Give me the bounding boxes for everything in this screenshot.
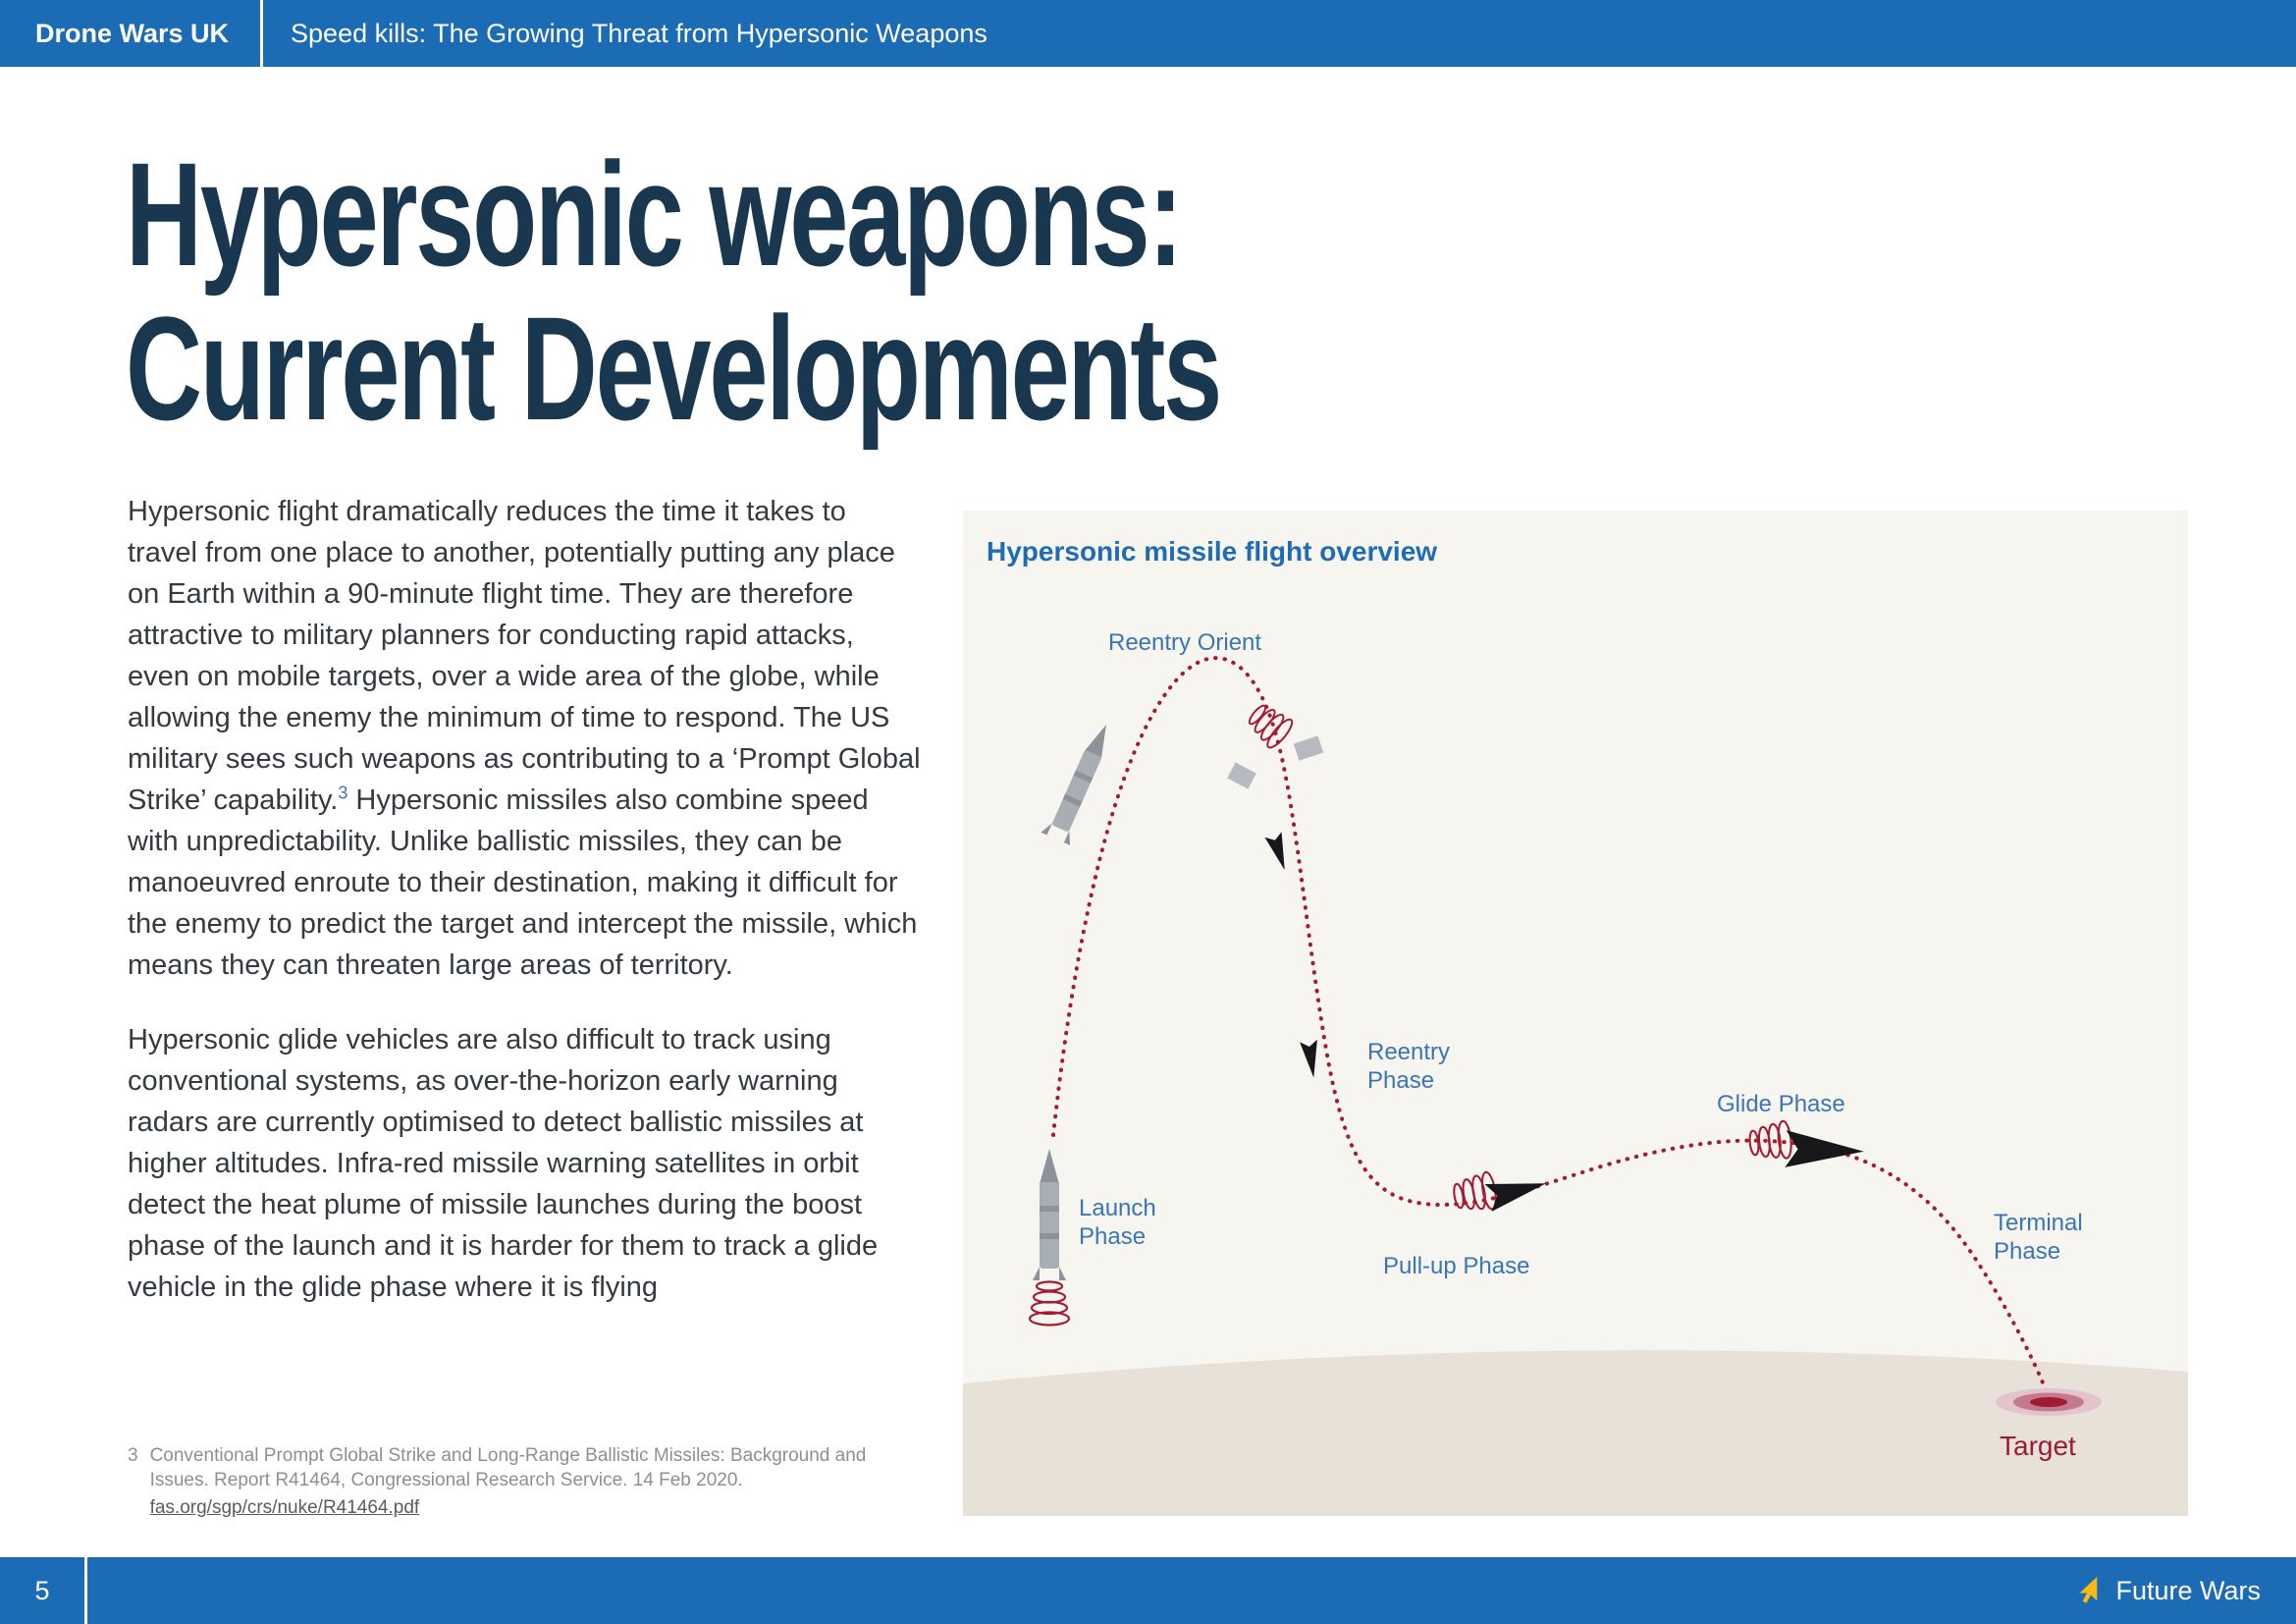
label-terminal-phase: Terminal Phase [1994,1210,2083,1265]
label-pull-up-phase: Pull-up Phase [1383,1253,1530,1279]
page-heading [126,132,1221,451]
fairing-debris-2 [1294,735,1323,760]
footer-brand-group [2076,1576,2296,1606]
page-number: 5 [34,1575,50,1605]
body-copy [128,491,923,1341]
diagram-title: Hypersonic missile flight overview [987,536,1438,567]
footer-brand: Future Wars [2115,1575,2261,1605]
footnote-reference: 3 [338,783,348,803]
footer-divider [84,1557,87,1624]
flight-diagram [963,511,2188,1516]
launch-missile-icon [1033,1149,1066,1280]
paragraph-1 [128,491,923,986]
glide-vehicle-icon-2 [1785,1130,1864,1170]
label-reentry-orient: Reentry Orient [1108,629,1262,656]
document-title: Speed kills: The Growing Threat from Hypersonic Weapons [291,18,988,48]
label-launch-phase: Launch Phase [1079,1195,1156,1250]
pull-up-coil [1451,1171,1498,1216]
target-marker [1996,1388,2102,1416]
cursor-icon [2076,1577,2102,1604]
reentry-vehicle-icon-1 [1264,832,1293,873]
footnote-text: Conventional Prompt Global Strike and Long-Range Ballistic Missiles: Background and Issues. Report R41464, Congressional Research Service. 14 Feb 2020. [149,1445,867,1490]
heading-line-1: Hypersonic weapons: [126,132,1182,297]
trajectory-path [1053,658,2047,1392]
site-brand: Drone Wars UK [35,18,230,48]
glide-vehicle-icon-1 [1485,1169,1550,1212]
flight-overview-panel [963,511,2188,1516]
label-target: Target [2000,1431,2076,1461]
ascending-missile-icon [1041,718,1120,844]
label-reentry-phase: Reentry Phase [1367,1039,1451,1094]
heading-line-2: Current Developments [126,286,1221,451]
reentry-orient-coil [1243,699,1295,751]
paragraph-1-continued: Hypersonic missiles also combine speed with unpredictability. Unlike ballistic missiles, they can be manoeuvred enroute to their destination, making it difficult for the enemy to predict the target and intercept the missile, which means they can threaten large areas of territory. [128,785,918,981]
label-glide-phase: Glide Phase [1717,1091,1845,1117]
paragraph-1-text: Hypersonic flight dramatically reduces the time it takes to travel from one place to another, potentially putting any place on Earth within a 90-minute flight time. They are therefore attractive to military planners for conducting rapid attacks, even on mobile targets, over a wide area of the globe, while allowing the enemy the minimum of time to respond. The US military sees such weapons as contributing to a ‘Prompt Global Strike’ capability. [128,496,921,816]
fairing-debris-1 [1227,762,1256,788]
footnote [128,1443,893,1520]
launch-plume-coil [1030,1282,1069,1326]
footnote-text-block [150,1443,893,1520]
footnote-number: 3 [128,1445,138,1466]
paragraph-2: Hypersonic glide vehicles are also difficult to track using conventional systems, as over-the-horizon early warning radars are currently optimised to detect ballistic missiles at higher altitudes. Infra-red missile warning satellites in orbit detect the heat plume of missile launches during the boost phase of the launch and it is harder for them to track a glide vehicle in the glide phase where it is flying [128,1024,879,1303]
footer-bar [0,1557,2296,1624]
header-bar [0,0,2296,67]
reentry-vehicle-icon-2 [1300,1040,1322,1079]
footnote-link[interactable]: fas.org/sgp/crs/nuke/R41464.pdf [149,1497,420,1518]
